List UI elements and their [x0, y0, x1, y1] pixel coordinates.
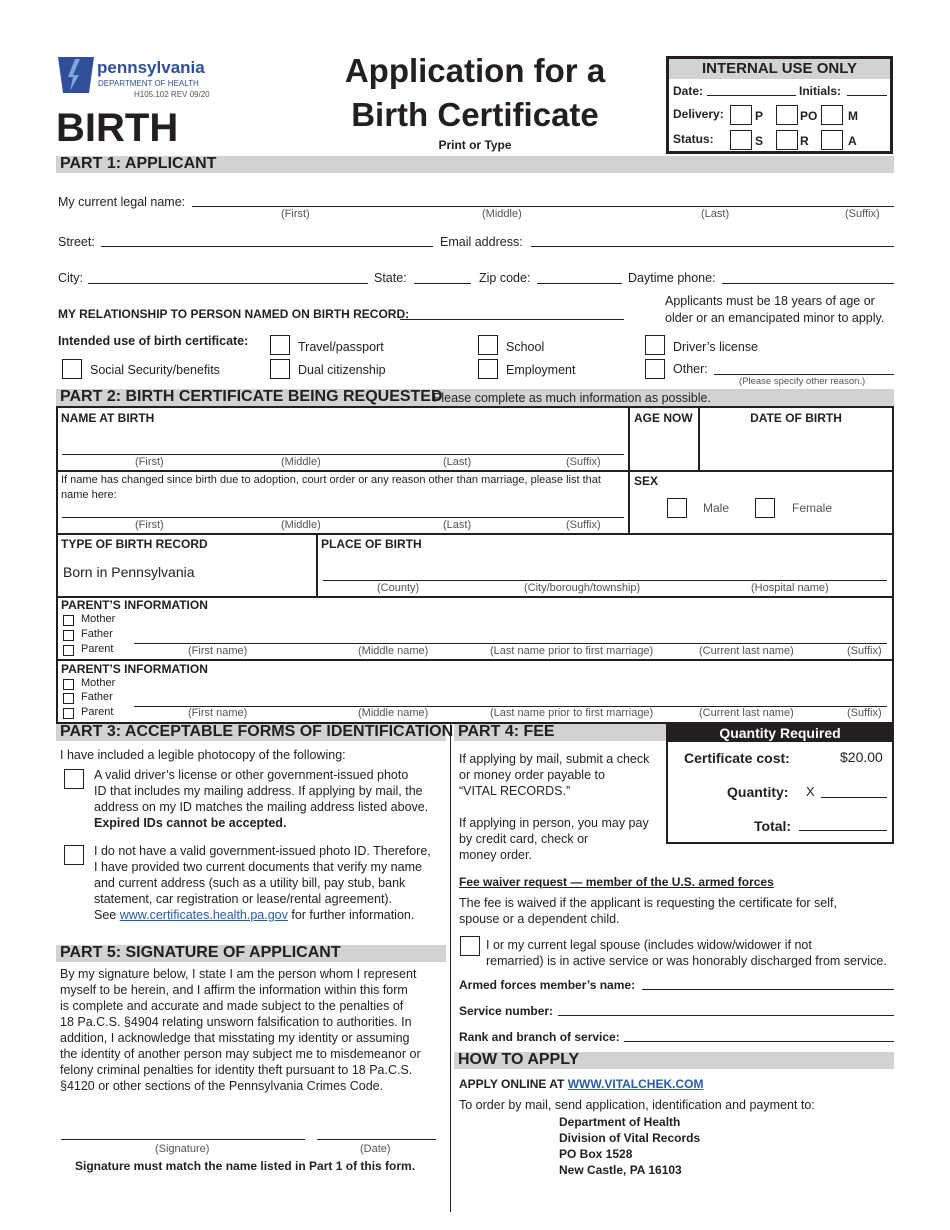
state-label: State: — [374, 271, 407, 285]
delivery-po-label: PO — [800, 109, 818, 123]
waiver-title: Fee waiver request — member of the U.S. armed forces — [459, 875, 774, 889]
parent2-parent-label: Parent — [81, 706, 114, 718]
delivery-m-checkbox[interactable] — [821, 105, 843, 125]
changed-name-caption-first: (First) — [135, 519, 164, 531]
quantity-box — [666, 724, 894, 844]
changed-name-caption-middle: (Middle) — [281, 519, 321, 531]
waiver-line2: spouse or a dependent child. — [459, 912, 620, 926]
use-other-label: Other: — [673, 362, 708, 376]
address-line4: New Castle, PA 16103 — [559, 1163, 682, 1177]
birth-label: BIRTH — [56, 106, 179, 150]
birth-name-caption-last: (Last) — [443, 456, 472, 468]
place-of-birth-label: PLACE OF BIRTH — [321, 537, 422, 551]
rank-branch-label: Rank and branch of service: — [459, 1030, 620, 1044]
sex-male-label: Male — [703, 501, 730, 515]
how-to-apply-title: HOW TO APPLY — [458, 1051, 580, 1068]
phone-field[interactable] — [722, 283, 894, 284]
name-at-birth-field[interactable] — [62, 454, 624, 455]
age-note-line2: older or an emancipated minor to apply. — [665, 311, 885, 325]
mail-intro: To order by mail, send application, identification and payment to: — [459, 1098, 815, 1112]
address-line2: Division of Vital Records — [559, 1131, 701, 1145]
id-option2-checkbox[interactable] — [64, 845, 84, 865]
waiver-text — [459, 895, 837, 927]
id-option2-line1: I do not have a valid government-issued photo ID. Therefore, — [94, 844, 431, 858]
part3-intro: I have included a legible photocopy of the following: — [60, 748, 346, 762]
mail-address — [559, 1114, 700, 1178]
service-number-field[interactable] — [558, 1015, 894, 1016]
address-line1: Department of Health — [559, 1115, 681, 1129]
waiver-check-line2: remarried) is in active service or was honorably discharged from service. — [486, 954, 887, 968]
type-of-record-label: TYPE OF BIRTH RECORD — [61, 537, 208, 551]
waiver-line1: The fee is waived if the applicant is requesting the certificate for self, — [459, 896, 837, 910]
parent1-caption-current-last: (Current last name) — [699, 645, 794, 657]
part4-title: PART 4: FEE — [458, 723, 555, 740]
cost-value: $20.00 — [840, 749, 883, 765]
part2-title: PART 2: BIRTH CERTIFICATE BEING REQUESTED — [60, 388, 443, 405]
street-field[interactable] — [101, 246, 433, 247]
sex-male-checkbox[interactable] — [667, 498, 687, 518]
parent2-caption-middle: (Middle name) — [358, 707, 429, 719]
status-r-label: R — [800, 134, 809, 148]
how-to-apply-header — [454, 1052, 894, 1069]
part1-title: PART 1: APPLICANT — [60, 155, 217, 172]
part2-subtitle: Please complete as much information as possible. — [433, 391, 711, 405]
waiver-check-text — [486, 937, 887, 969]
use-employment-label: Employment — [506, 363, 576, 377]
signature-note: Signature must match the name listed in Part 1 of this form. — [75, 1159, 416, 1173]
birth-name-caption-middle: (Middle) — [281, 456, 321, 468]
sex-female-checkbox[interactable] — [755, 498, 775, 518]
status-label: Status: — [673, 132, 714, 146]
pa-logo — [56, 55, 226, 101]
use-social-security-label: Social Security/benefits — [90, 363, 220, 377]
place-caption-county: (County) — [377, 582, 420, 594]
waiver-checkbox[interactable] — [460, 936, 480, 956]
age-now-label: AGE NOW — [634, 411, 693, 425]
parent1-caption-first: (First name) — [188, 645, 248, 657]
relationship-label: MY RELATIONSHIP TO PERSON NAMED ON BIRTH RECORD: — [58, 307, 410, 321]
id-option1-text — [94, 767, 428, 831]
part5-line8: §4120 or other sections of the Pennsylvania Crimes Code. — [60, 1079, 384, 1093]
changed-name-field[interactable] — [62, 517, 624, 518]
parent1-name-field[interactable] — [134, 643, 887, 644]
certificates-link[interactable]: www.certificates.health.pa.gov — [119, 908, 288, 922]
quantity-title: Quantity Required — [666, 724, 894, 742]
part4-header — [454, 724, 666, 741]
use-drivers-license-label: Driver’s license — [673, 340, 758, 354]
armed-name-label: Armed forces member’s name: — [459, 978, 636, 992]
total-label: Total: — [754, 818, 792, 834]
parent2-parent-checkbox[interactable] — [63, 708, 74, 719]
fee-person-line1: If applying in person, you may pay — [459, 816, 649, 830]
delivery-p-checkbox[interactable] — [730, 105, 752, 125]
id-option1-expired-note: Expired IDs cannot be accepted. — [94, 816, 287, 830]
intended-use-label: Intended use of birth certificate: — [58, 334, 249, 348]
cost-label: Certificate cost: — [684, 750, 790, 766]
use-school-label: School — [506, 340, 545, 354]
status-s-label: S — [755, 134, 764, 148]
parent2-mother-checkbox[interactable] — [63, 679, 74, 690]
quantity-label: Quantity: — [727, 784, 789, 800]
parent2-caption-first: (First name) — [188, 707, 248, 719]
caption-last: (Last) — [701, 208, 730, 220]
name-changed-line1: If name has changed since birth due to adoption, court order or any reason other than marriage, please list that — [61, 474, 601, 486]
dob-label: DATE OF BIRTH — [750, 411, 842, 425]
dob-field[interactable] — [700, 428, 892, 468]
part5-line4: 18 Pa.C.S. §4904 relating unsworn falsification to authorities. In — [60, 1015, 412, 1029]
see-suffix: for further information. — [291, 908, 415, 922]
form-number: H105.102 REV 09/20 — [134, 90, 210, 99]
form-title-line2: Birth Certificate — [351, 96, 599, 133]
part3-title: PART 3: ACCEPTABLE FORMS OF IDENTIFICATION — [60, 723, 454, 740]
use-employment-checkbox[interactable] — [478, 359, 498, 379]
logo-dept: DEPARTMENT OF HEALTH — [98, 79, 199, 88]
parent2-father-checkbox[interactable] — [63, 693, 74, 704]
type-of-record-value: Born in Pennsylvania — [63, 564, 195, 580]
caption-suffix: (Suffix) — [845, 208, 880, 220]
city-field[interactable] — [88, 283, 368, 284]
parent1-caption-suffix: (Suffix) — [847, 645, 882, 657]
parent1-father-label: Father — [81, 628, 113, 640]
email-label: Email address: — [440, 235, 523, 249]
birth-name-caption-first: (First) — [135, 456, 164, 468]
street-label: Street: — [58, 235, 95, 249]
internal-date-label: Date: — [673, 84, 704, 98]
fee-mail-line1: If applying by mail, submit a check — [459, 752, 650, 766]
rank-branch-field[interactable] — [624, 1041, 894, 1042]
sex-label: SEX — [634, 474, 659, 488]
id-option2-see-line — [94, 907, 431, 923]
zip-field[interactable] — [537, 283, 622, 284]
internal-use-title: INTERNAL USE ONLY — [669, 59, 890, 79]
quantity-field[interactable] — [821, 797, 887, 798]
email-field[interactable] — [531, 246, 894, 247]
use-dual-citizenship-label: Dual citizenship — [298, 363, 386, 377]
part1-header — [56, 156, 894, 173]
delivery-po-checkbox[interactable] — [776, 105, 798, 125]
use-social-security-checkbox[interactable] — [62, 359, 82, 379]
id-option2-text — [94, 843, 431, 923]
use-other-field[interactable] — [714, 374, 894, 375]
id-option2-line4: statement, car registration or lease/rental agreement). — [94, 892, 393, 906]
use-dual-citizenship-checkbox[interactable] — [270, 359, 290, 379]
birth-name-caption-suffix: (Suffix) — [566, 456, 601, 468]
place-caption-hospital: (Hospital name) — [751, 582, 829, 594]
status-r-checkbox[interactable] — [776, 130, 798, 150]
parent1-label: PARENT’S INFORMATION — [61, 598, 208, 612]
parent1-parent-checkbox[interactable] — [63, 645, 74, 656]
delivery-m-label: M — [848, 109, 858, 123]
place-caption-city: (City/borough/township) — [524, 582, 641, 594]
parent2-caption-suffix: (Suffix) — [847, 707, 882, 719]
print-or-type: Print or Type — [438, 138, 512, 152]
quantity-x: X — [806, 784, 815, 799]
service-number-label: Service number: — [459, 1004, 554, 1018]
id-option2-line2: I have provided two current documents that verify my name — [94, 860, 422, 874]
legal-name-field[interactable] — [192, 206, 894, 207]
use-school-checkbox[interactable] — [478, 335, 498, 355]
part5-line7: felony criminal penalties for identity theft pursuant to 18 Pa.C.S. — [60, 1063, 413, 1077]
fee-mail-line3: “VITAL RECORDS.” — [459, 784, 571, 798]
part5-line6: the identity of another person may subject me to misdemeanor or — [60, 1047, 421, 1061]
name-at-birth-label: NAME AT BIRTH — [61, 411, 155, 425]
sex-female-label: Female — [792, 501, 833, 515]
parent2-caption-current-last: (Current last name) — [699, 707, 794, 719]
status-s-checkbox[interactable] — [730, 130, 752, 150]
address-line3: PO Box 1528 — [559, 1147, 633, 1161]
parent2-mother-label: Mother — [81, 677, 116, 689]
column-divider — [450, 724, 451, 1212]
legal-name-label: My current legal name: — [58, 195, 186, 209]
age-now-field[interactable] — [630, 428, 696, 468]
vitalchek-link[interactable]: WWW.VITALCHEK.COM — [567, 1077, 704, 1091]
delivery-label: Delivery: — [673, 107, 724, 121]
status-a-checkbox[interactable] — [821, 130, 843, 150]
caption-middle: (Middle) — [482, 208, 522, 220]
other-caption: (Please specify other reason.) — [739, 376, 866, 387]
id-option1-line2: ID that includes my mailing address. If applying by mail, the — [94, 784, 423, 798]
phone-label: Daytime phone: — [628, 271, 716, 285]
id-option1-line3: address on my ID matches the mailing address listed above. — [94, 800, 429, 814]
parent1-father-checkbox[interactable] — [63, 630, 74, 641]
changed-name-caption-suffix: (Suffix) — [566, 519, 601, 531]
place-of-birth-field[interactable] — [323, 580, 887, 581]
parent1-mother-label: Mother — [81, 613, 116, 625]
waiver-check-line1: I or my current legal spouse (includes widow/widower if not — [486, 938, 812, 952]
parent1-caption-last-prior: (Last name prior to first marriage) — [490, 645, 654, 657]
fee-mail-line2: or money order payable to — [459, 768, 605, 782]
use-other-checkbox[interactable] — [645, 359, 665, 379]
part5-statement — [60, 966, 421, 1094]
signature-date-field[interactable] — [317, 1139, 436, 1140]
part5-line1: By my signature below, I state I am the person whom I represent — [60, 967, 417, 981]
internal-use-box — [666, 56, 893, 154]
caption-first: (First) — [281, 208, 310, 220]
fee-person-line3: money order. — [459, 848, 532, 862]
city-label: City: — [58, 271, 83, 285]
id-option2-line3: and current address (such as a utility bill, pay stub, bank — [94, 876, 406, 890]
status-a-label: A — [848, 134, 857, 148]
apply-online-prefix: APPLY ONLINE AT — [459, 1077, 565, 1091]
fee-person-line2: by credit card, check or — [459, 832, 589, 846]
parent1-mother-checkbox[interactable] — [63, 615, 74, 626]
delivery-p-label: P — [755, 109, 764, 123]
age-note-line1: Applicants must be 18 years of age or — [665, 294, 875, 308]
fee-mail-text — [459, 751, 649, 799]
fee-person-text — [459, 815, 649, 863]
form-title-line1: Application for a — [344, 52, 606, 89]
logo-name: pennsylvania — [97, 58, 205, 77]
parent2-label: PARENT’S INFORMATION — [61, 662, 208, 676]
see-prefix: See — [94, 908, 117, 922]
total-field[interactable] — [799, 830, 887, 831]
keystone-icon — [56, 55, 96, 95]
parent1-caption-middle: (Middle name) — [358, 645, 429, 657]
part5-line3: is complete and accurate and made subject to the penalties of — [60, 999, 404, 1013]
parent2-caption-last-prior: (Last name prior to first marriage) — [490, 707, 654, 719]
apply-online-line — [459, 1077, 703, 1091]
internal-initials-label: Initials: — [799, 84, 842, 98]
relationship-field[interactable] — [400, 319, 624, 320]
use-drivers-license-checkbox[interactable] — [645, 335, 665, 355]
parent2-father-label: Father — [81, 691, 113, 703]
signature-field[interactable] — [61, 1139, 305, 1140]
zip-label: Zip code: — [479, 271, 531, 285]
parent1-parent-label: Parent — [81, 643, 114, 655]
use-travel-label: Travel/passport — [298, 340, 384, 354]
name-changed-line2: name here: — [61, 489, 117, 501]
signature-caption: (Signature) — [155, 1143, 210, 1155]
id-option1-line1: A valid driver’s license or other government-issued photo — [94, 768, 409, 782]
part2-header — [56, 389, 894, 406]
part3-header — [56, 723, 454, 741]
part5-line5: addition, I acknowledge that misstating my identity or assuming — [60, 1031, 410, 1045]
armed-name-field[interactable] — [642, 989, 894, 990]
signature-date-caption: (Date) — [360, 1143, 391, 1155]
part5-header — [56, 945, 446, 962]
part5-title: PART 5: SIGNATURE OF APPLICANT — [60, 944, 341, 961]
state-field[interactable] — [414, 283, 471, 284]
changed-name-caption-last: (Last) — [443, 519, 472, 531]
part5-line2: myself to be herein, and I affirm the information within this form — [60, 983, 408, 997]
id-option1-checkbox[interactable] — [64, 769, 84, 789]
use-travel-checkbox[interactable] — [270, 335, 290, 355]
